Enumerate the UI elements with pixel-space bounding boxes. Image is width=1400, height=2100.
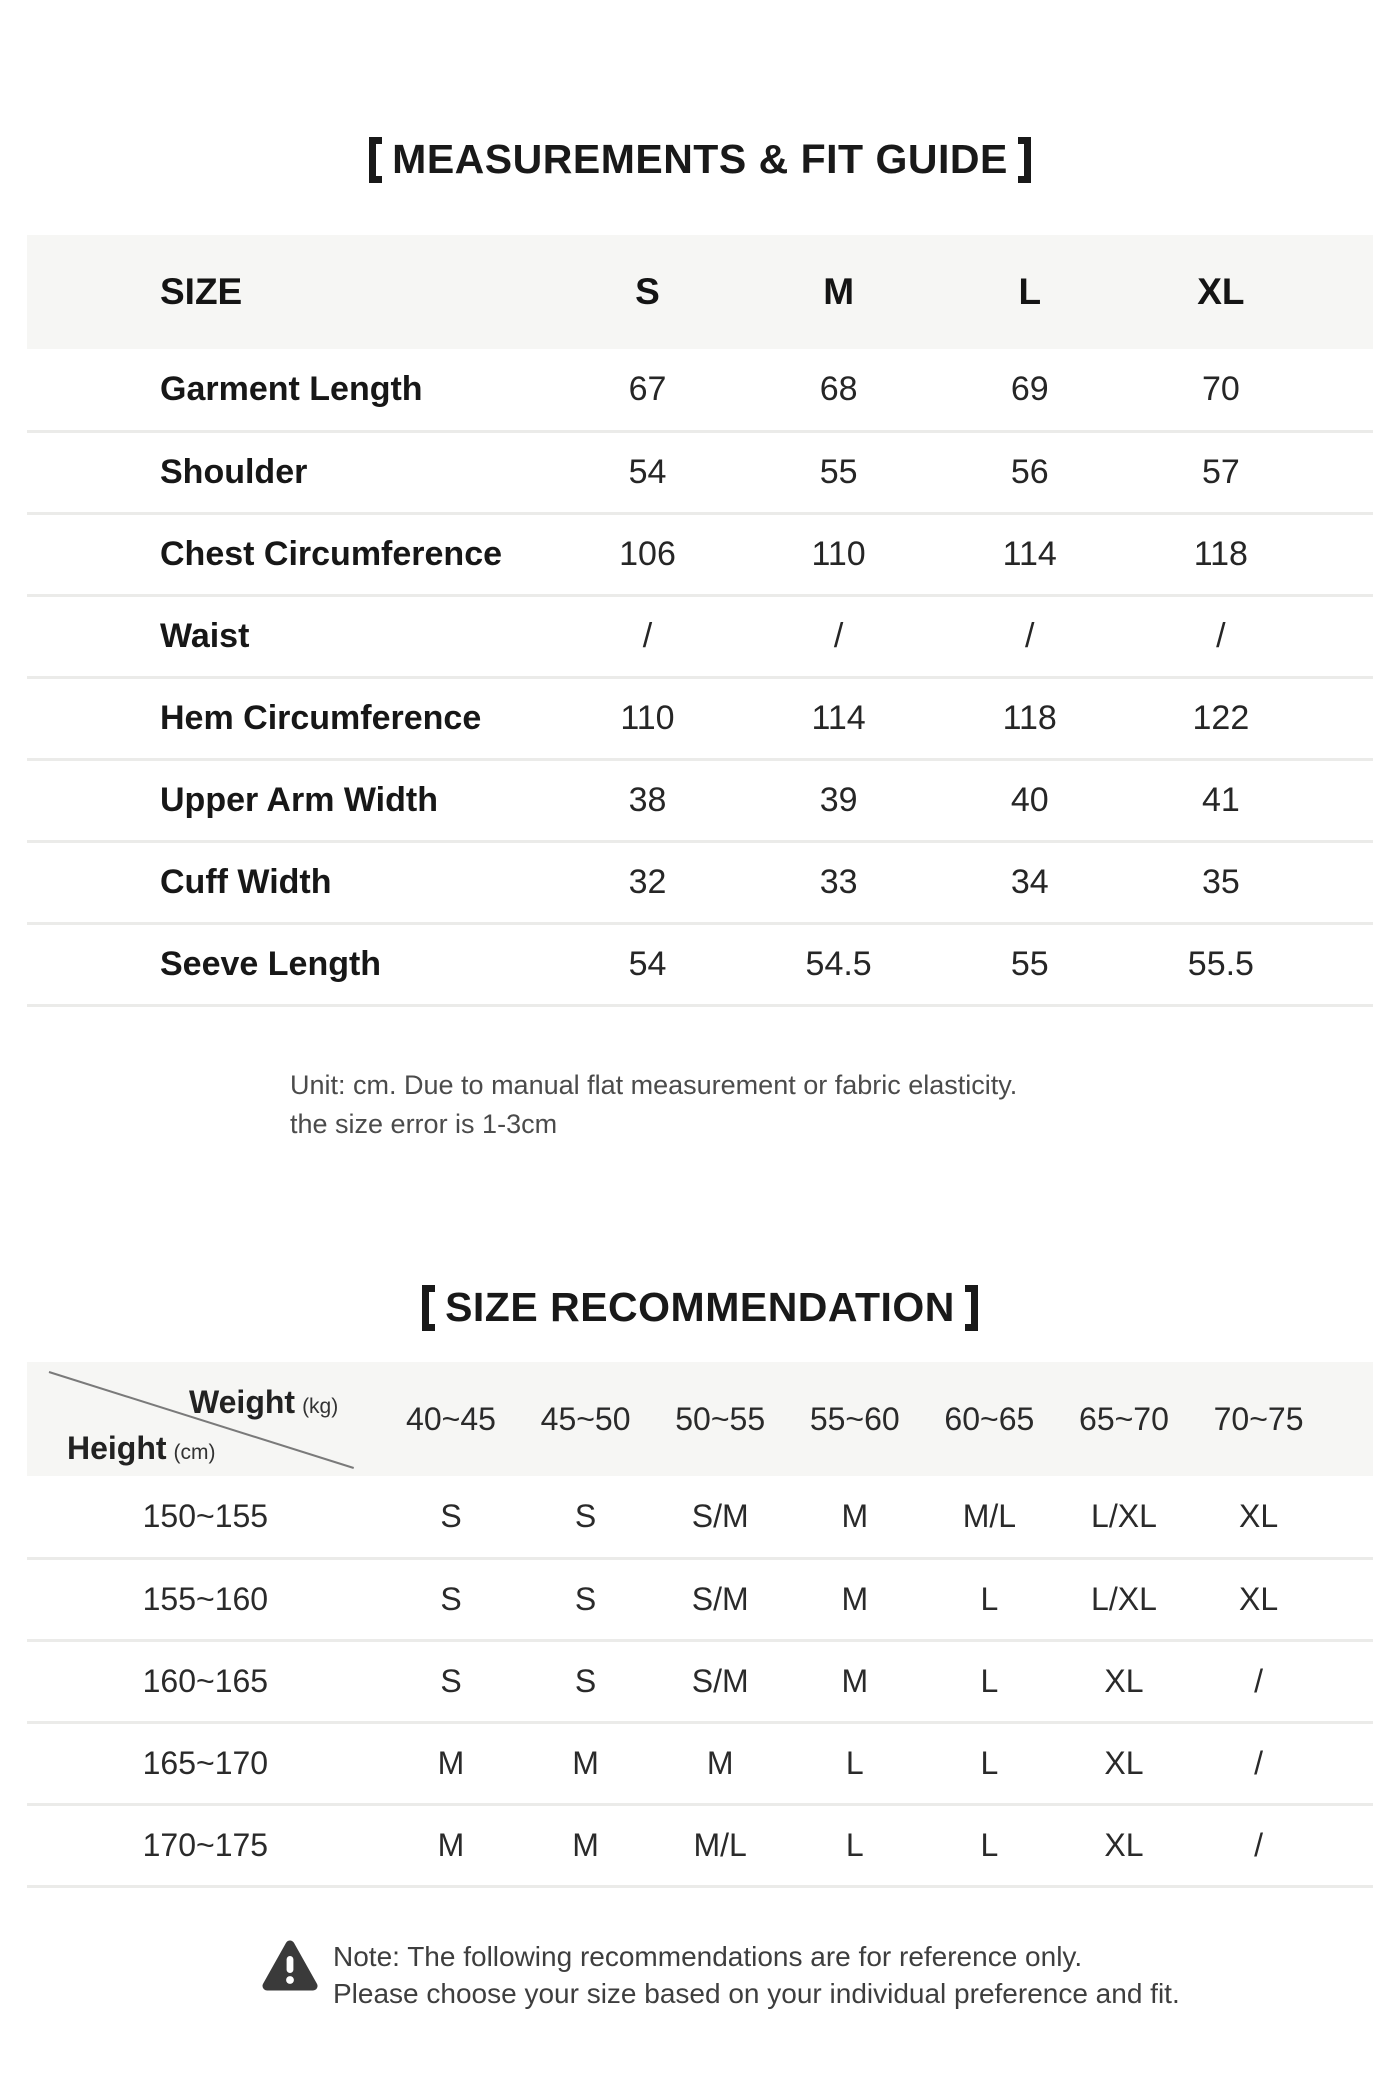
measurements-title-text: MEASUREMENTS & FIT GUIDE [392,136,1008,182]
size-recommendation: L/XL [1057,1476,1192,1558]
measurement-value: 54 [552,923,743,1005]
measurement-value: / [934,595,1125,677]
size-recommendation: L [922,1558,1057,1640]
measurement-value: 114 [743,677,934,759]
size-recommendation: M/L [653,1804,788,1886]
reference-note-text [333,1938,1180,2012]
measurement-value: / [1125,595,1316,677]
measurement-value: 55.5 [1125,923,1316,1005]
weight-column-header: 50~55 [675,1400,766,1437]
weight-unit: (kg) [302,1395,339,1418]
height-row-label: 160~165 [27,1640,384,1722]
measurement-value: 38 [552,759,743,841]
size-recommendation: S [384,1640,519,1722]
spacer-cell [1316,677,1373,759]
size-recommendation: M [787,1476,922,1558]
spacer-cell [1326,1804,1373,1886]
left-bracket-icon [422,1285,435,1331]
measurement-value: 70 [1125,349,1316,431]
size-recommendation: S [518,1476,653,1558]
weight-header-label: Weight (kg) [189,1384,339,1420]
measurement-value: 118 [1125,513,1316,595]
measurement-value: 57 [1125,431,1316,513]
left-bracket-icon [369,137,382,183]
size-recommendation: L/XL [1057,1558,1192,1640]
reference-note-line2: Please choose your size based on your individual preference and fit. [333,1978,1180,2009]
measurement-value: 68 [743,349,934,431]
size-recommendation: XL [1057,1640,1192,1722]
size-recommendation: XL [1057,1722,1192,1804]
measurement-value: 35 [1125,841,1316,923]
spacer-cell [1316,595,1373,677]
spacer-cell [1316,431,1373,513]
measurement-value: 118 [934,677,1125,759]
weight-column-header: 70~75 [1213,1400,1304,1437]
size-recommendation: L [787,1722,922,1804]
size-recommendation: XL [1191,1476,1326,1558]
measurements-table [27,235,1373,1007]
spacer-cell [1316,513,1373,595]
table-row [27,1476,1373,1558]
measurement-value: / [743,595,934,677]
column-header-s: S [635,271,660,312]
table-row [27,923,1373,1005]
measurement-value: 69 [934,349,1125,431]
column-header-l: L [1018,271,1042,312]
right-bracket-icon [965,1285,978,1331]
size-recommendation: / [1191,1804,1326,1886]
size-column-header: SIZE [160,271,243,312]
measurement-value: 41 [1125,759,1316,841]
weight-column-header: 40~45 [406,1400,496,1437]
measurement-value: 55 [743,431,934,513]
size-recommendation: M [518,1804,653,1886]
unit-note [290,1066,1017,1144]
measurement-value: 33 [743,841,934,923]
height-row-label: 150~155 [27,1476,384,1558]
measurement-value: 106 [552,513,743,595]
measurement-value: 114 [934,513,1125,595]
weight-column-header: 55~60 [809,1400,900,1437]
size-recommendation: S [518,1640,653,1722]
measurement-value: 122 [1125,677,1316,759]
warning-icon [262,1939,318,1995]
size-recommendation: S/M [653,1476,788,1558]
right-bracket-icon [1018,137,1031,183]
table-row [27,1722,1373,1804]
measurement-value: 56 [934,431,1125,513]
unit-note-line1: Unit: cm. Due to manual flat measurement or fabric elasticity. [290,1070,1018,1100]
height-row-label: 165~170 [27,1722,384,1804]
spacer-cell [1326,1558,1373,1640]
size-recommendation: M/L [922,1476,1057,1558]
measurement-value: 54.5 [743,923,934,1005]
measurement-label: Shoulder [27,431,552,513]
spacer-cell [1316,349,1373,431]
measurement-value: / [552,595,743,677]
spacer-cell [1316,841,1373,923]
spacer-cell [1316,923,1373,1005]
spacer-cell [1326,1722,1373,1804]
size-recommendation: M [384,1722,519,1804]
measurement-value: 55 [934,923,1125,1005]
recommendation-header-row [27,1362,1373,1476]
weight-column-header: 65~70 [1079,1400,1169,1437]
height-unit: (cm) [173,1441,216,1464]
size-recommendation: L [787,1804,922,1886]
recommendation-title-text: SIZE RECOMMENDATION [445,1284,955,1330]
size-recommendation: / [1191,1640,1326,1722]
height-row-label: 170~175 [27,1804,384,1886]
measurement-value: 110 [552,677,743,759]
weight-height-header [27,1362,384,1476]
measurement-value: 54 [552,431,743,513]
measurement-label: Cuff Width [27,841,552,923]
spacer-cell [1316,235,1373,349]
size-recommendation: M [653,1722,788,1804]
measurement-value: 110 [743,513,934,595]
table-row [27,1558,1373,1640]
size-recommendation: S [384,1558,519,1640]
spacer-cell [1326,1362,1373,1476]
unit-note-line2: the size error is 1-3cm [290,1109,558,1139]
size-recommendation: XL [1057,1804,1192,1886]
size-recommendation: M [787,1640,922,1722]
measurement-value: 67 [552,349,743,431]
table-row [27,1640,1373,1722]
column-header-m: M [823,271,855,312]
reference-note-line1: Note: The following recommendations are for reference only. [333,1941,1083,1972]
measurement-value: 39 [743,759,934,841]
spacer-cell [1326,1640,1373,1722]
table-row [27,513,1373,595]
measurement-label: Chest Circumference [27,513,552,595]
table-row [27,677,1373,759]
size-recommendation: / [1191,1722,1326,1804]
measurement-value: 32 [552,841,743,923]
size-recommendation: XL [1191,1558,1326,1640]
size-recommendation: S/M [653,1558,788,1640]
height-header-label: Height (cm) [67,1430,216,1466]
measurement-label: Upper Arm Width [27,759,552,841]
size-recommendation: L [922,1804,1057,1886]
spacer-cell [1316,759,1373,841]
measurement-value: 34 [934,841,1125,923]
measurements-header-row [27,235,1373,349]
recommendation-table [27,1362,1373,1888]
weight-column-header: 60~65 [944,1400,1035,1437]
size-recommendation: S [518,1558,653,1640]
table-row [27,349,1373,431]
size-recommendation: L [922,1640,1057,1722]
size-recommendation: S [384,1476,519,1558]
measurement-label: Seeve Length [27,923,552,1005]
spacer-cell [1326,1476,1373,1558]
column-header-xl: XL [1197,271,1245,312]
table-row [27,431,1373,513]
size-recommendation: M [787,1558,922,1640]
table-row [27,1804,1373,1886]
measurement-label: Hem Circumference [27,677,552,759]
reference-note [262,1938,1180,2012]
measurements-title [0,136,1400,183]
table-row [27,841,1373,923]
table-row [27,759,1373,841]
measurement-value: 40 [934,759,1125,841]
table-row [27,595,1373,677]
measurement-label: Waist [27,595,552,677]
measurement-label: Garment Length [27,349,552,431]
size-recommendation: M [518,1722,653,1804]
weight-column-header: 45~50 [540,1400,631,1437]
size-recommendation: S/M [653,1640,788,1722]
height-row-label: 155~160 [27,1558,384,1640]
size-recommendation: M [384,1804,519,1886]
recommendation-title [0,1284,1400,1331]
size-recommendation: L [922,1722,1057,1804]
